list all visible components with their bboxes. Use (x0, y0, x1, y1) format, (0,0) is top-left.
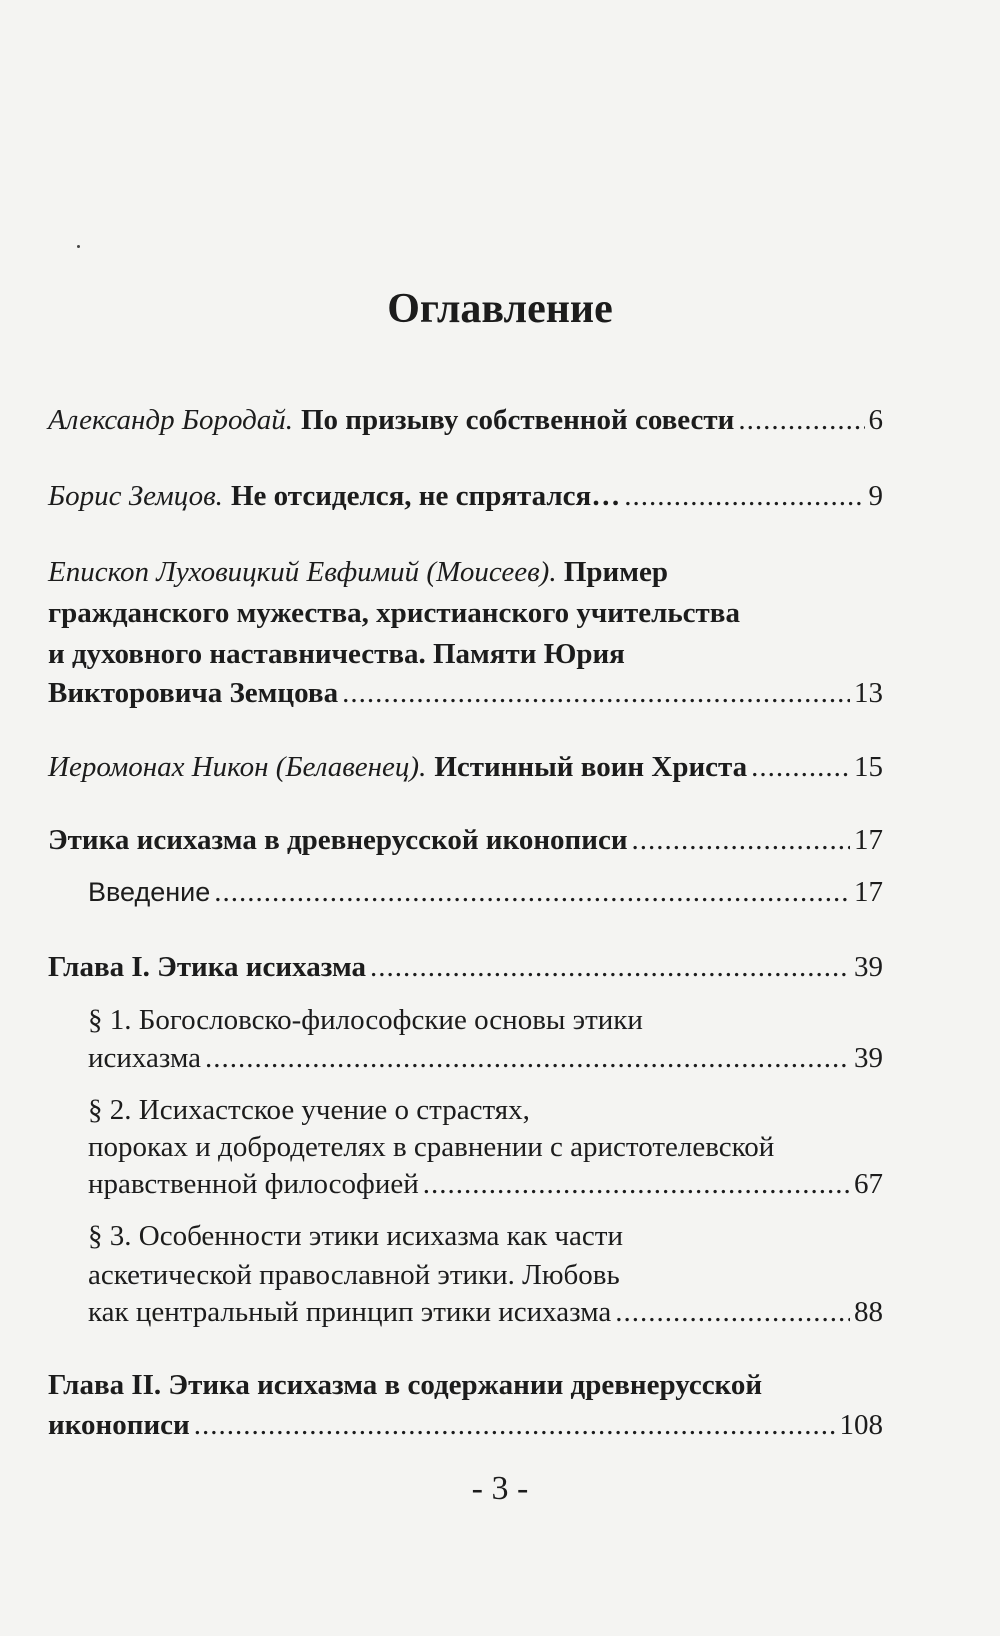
entry-title: Этика исихазма в древнерусской иконописи (48, 824, 628, 856)
entry-author-prefix: Епископ Луховицкий Евфимий ( (48, 556, 437, 588)
entry-page: 17 (854, 876, 883, 908)
entry-title: Глава I. Этика исихазма (48, 951, 366, 983)
entry-line-1: § 3. Особенности этики исихазма как части (88, 1220, 623, 1252)
dot-leader (423, 1164, 850, 1204)
dot-leader (738, 400, 864, 440)
entry-author-name: Моисеев (436, 556, 540, 588)
entry-title: Введение (88, 877, 211, 907)
dot-leader (205, 1038, 850, 1078)
entry-line-2: исихазма (88, 1042, 201, 1074)
entry-title-line-1: Пример (563, 556, 668, 588)
page-number: - 3 - (471, 1470, 529, 1507)
dot-leader (751, 747, 850, 787)
toc-entry-intro[interactable] (88, 872, 883, 912)
dot-leader (615, 1292, 850, 1332)
page-title: Оглавление (387, 286, 613, 332)
entry-line (48, 552, 883, 592)
entry-author-suffix: ). (409, 751, 427, 783)
entry-line-1: § 1. Богословско-философские основы этики (88, 1004, 643, 1036)
toc-entry-chapter-1[interactable] (48, 947, 883, 987)
dot-leader (342, 673, 850, 713)
entry-title-line-3: и духовного наставничества. Памяти Юрия (48, 638, 625, 670)
entry-line-3: как центральный принцип этики исихазма (88, 1296, 612, 1328)
entry-author: Александр Бородай. (48, 404, 293, 436)
entry-page: 67 (854, 1168, 883, 1200)
entry-page: 108 (839, 1409, 883, 1441)
entry-page: 39 (854, 951, 883, 983)
entry-line (88, 1164, 883, 1204)
entry-page: 6 (868, 404, 883, 436)
entry-page: 39 (854, 1042, 883, 1074)
entry-line-2: аскетической православной этики. Любовь (88, 1259, 620, 1291)
entry-title: Не отсиделся, не спрятался… (230, 480, 621, 512)
entry-title: Истинный воин Христа (434, 751, 748, 783)
dot-leader (194, 1405, 836, 1445)
entry-author-suffix: ). (539, 556, 557, 588)
toc-entry-ethics[interactable] (48, 820, 883, 860)
entry-author-prefix: Иеромонах Никон ( (48, 751, 286, 783)
toc-entry-zemtsov[interactable] (48, 476, 883, 516)
entry-page: 9 (868, 480, 883, 512)
dot-leader (624, 476, 864, 516)
entry-line-2: иконописи (48, 1409, 190, 1441)
entry-author-name: Белавенец (285, 751, 410, 783)
dot-leader (632, 820, 850, 860)
toc-entry-nikon[interactable] (48, 747, 883, 787)
toc-entry-borodai[interactable] (48, 400, 883, 440)
entry-page: 17 (854, 824, 883, 856)
entry-line-3: нравственной философией (88, 1168, 419, 1200)
entry-author: Борис Земцов. (48, 480, 223, 512)
entry-title-line-2: гражданского мужества, христианского учительства (48, 597, 740, 629)
dot-leader (214, 872, 850, 912)
print-speck (77, 245, 80, 248)
entry-line (88, 1038, 883, 1078)
entry-line (48, 1405, 883, 1445)
entry-line-1: Глава II. Этика исихазма в содержании древнерусской (48, 1369, 763, 1401)
dot-leader (370, 947, 850, 987)
entry-line-1: § 2. Исихастское учение о страстях, (88, 1094, 530, 1126)
entry-line (88, 1292, 883, 1332)
entry-title: По призыву собственной совести (301, 404, 735, 436)
entry-line-2: пороках и добродетелях в сравнении с аристотелевской (88, 1131, 775, 1163)
entry-page: 88 (854, 1296, 883, 1328)
entry-page: 15 (854, 751, 883, 783)
entry-title-line-4: Викторовича Земцова (48, 677, 339, 709)
entry-page: 13 (854, 677, 883, 709)
entry-line (48, 673, 883, 713)
